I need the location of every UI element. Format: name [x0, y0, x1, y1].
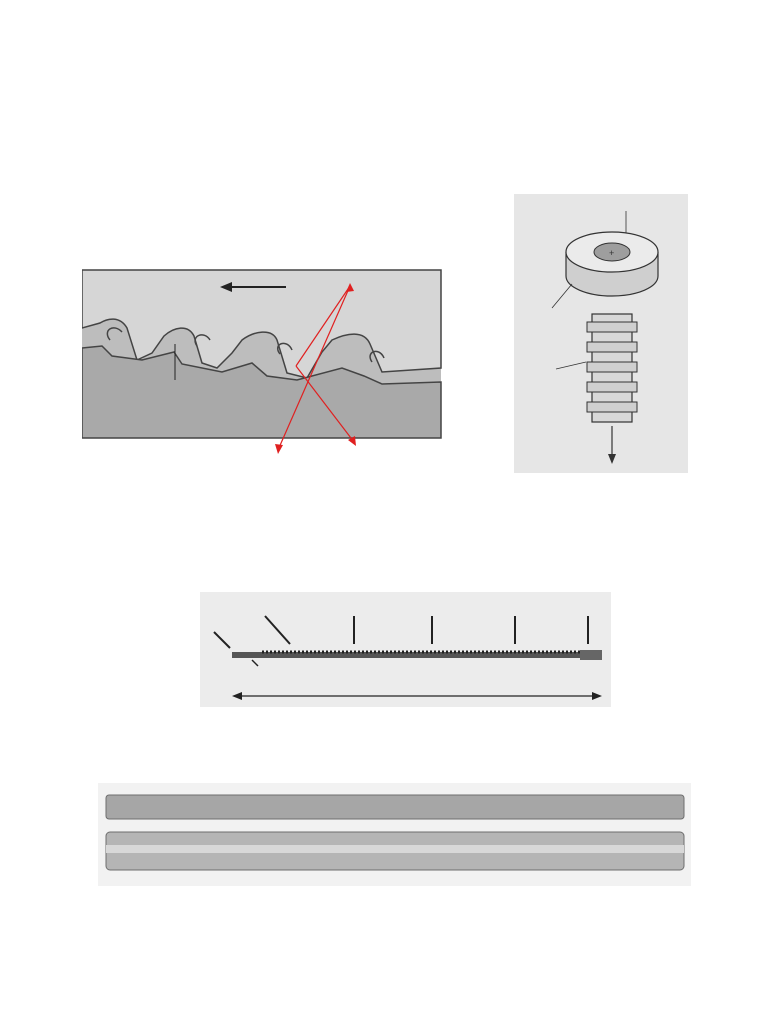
keyway-broach-photo: [98, 783, 692, 887]
broach-teeth-diagram: [82, 268, 442, 473]
figure-background: [200, 592, 611, 707]
broach-tooth: [587, 362, 637, 372]
broach-tooth: [587, 322, 637, 332]
broach-workpiece-figure: [514, 194, 689, 474]
broach-anatomy-figure: [200, 592, 612, 708]
broach-side-highlight: [106, 845, 684, 853]
broach-tooth: [587, 382, 637, 392]
center-mark: +: [609, 248, 615, 258]
arrowhead: [275, 444, 283, 454]
broach-top-view: [106, 795, 684, 819]
broach-shank: [580, 650, 602, 660]
broach-tooth: [587, 402, 637, 412]
broach-tooth: [587, 342, 637, 352]
